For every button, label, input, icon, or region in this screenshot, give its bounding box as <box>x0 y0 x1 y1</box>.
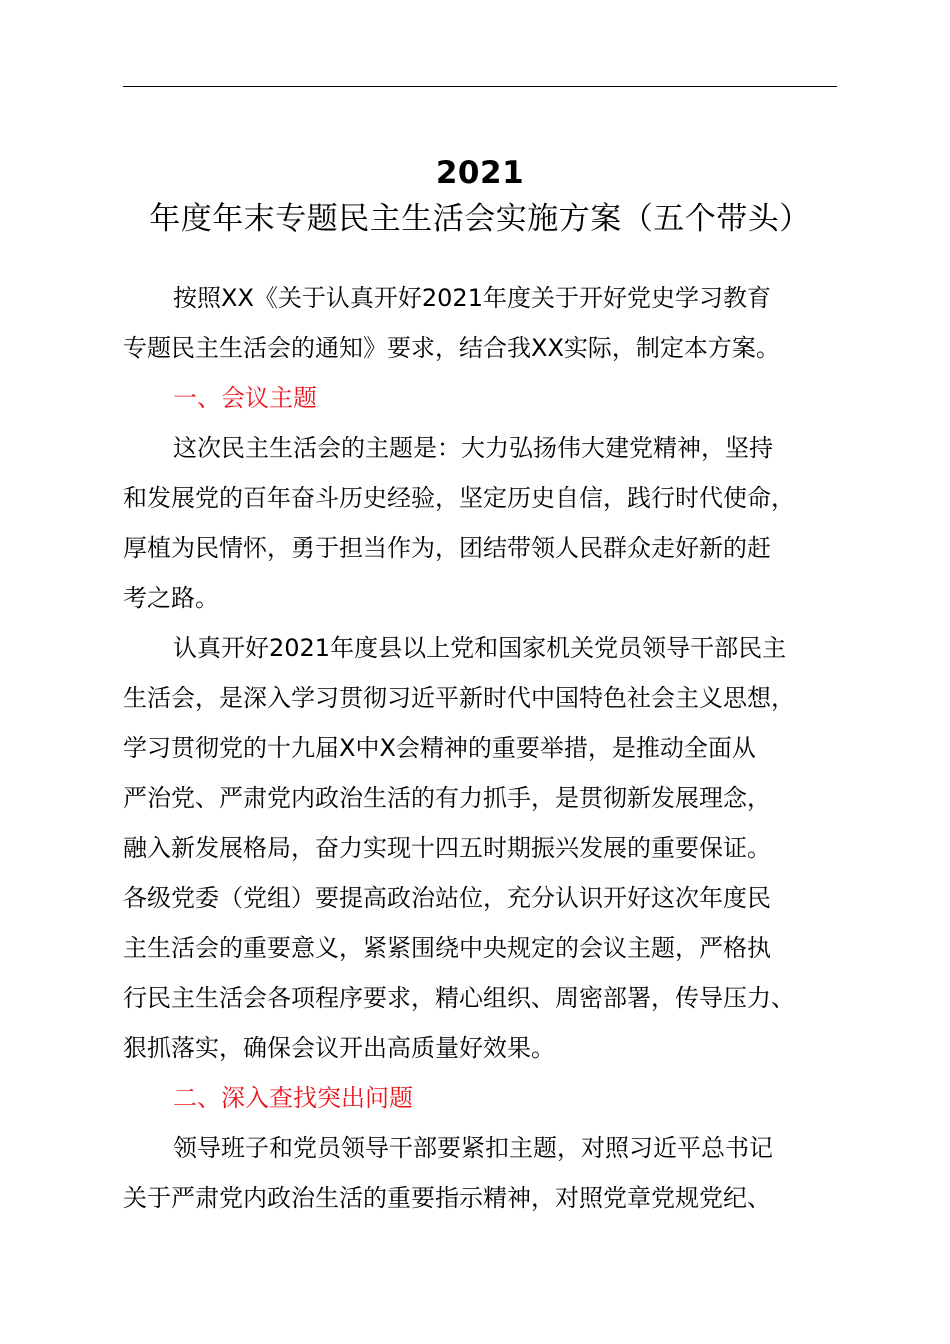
paragraph-line: 严治党、严肃党内政治生活的有力抓手，是贯彻新发展理念， <box>123 784 771 812</box>
paragraph-line: 学习贯彻党的十九届X中X会精神的重要举措，是推动全面从 <box>123 734 756 762</box>
paragraph-line: 这次民主生活会的主题是：大力弘扬伟大建党精神，坚持 <box>173 434 773 462</box>
paragraph-line: 主生活会的重要意义，紧紧围绕中央规定的会议主题，严格执 <box>123 934 771 962</box>
paragraph-line: 认真开好2021年度县以上党和国家机关党员领导干部民主 <box>173 634 787 662</box>
paragraph-line: 考之路。 <box>123 584 219 612</box>
paragraph-line: 狠抓落实，确保会议开出高质量好效果。 <box>123 1034 555 1062</box>
paragraph-line: 和发展党的百年奋斗历史经验，坚定历史自信，践行时代使命， <box>123 484 795 512</box>
paragraph-line: 行民主生活会各项程序要求，精心组织、周密部署，传导压力、 <box>123 984 795 1012</box>
paragraph-line: 融入新发展格局，奋力实现十四五时期振兴发展的重要保证。 <box>123 834 771 862</box>
paragraph-line: 专题民主生活会的通知》要求，结合我XX实际，制定本方案。 <box>123 334 780 362</box>
title-year: 2021 <box>435 155 525 191</box>
paragraph-line: 领导班子和党员领导干部要紧扣主题，对照习近平总书记 <box>173 1134 773 1162</box>
paragraph-line: 按照XX《关于认真开好2021年度关于开好党史学习教育 <box>173 284 771 312</box>
paragraph-line: 生活会，是深入学习贯彻习近平新时代中国特色社会主义思想， <box>123 684 795 712</box>
section-heading-1: 一、会议主题 <box>173 384 317 412</box>
header-rule <box>123 86 837 87</box>
paragraph-line: 厚植为民情怀，勇于担当作为，团结带领人民群众走好新的赶 <box>123 534 771 562</box>
document-title <box>110 150 850 242</box>
paragraph-line: 各级党委（党组）要提高政治站位，充分认识开好这次年度民 <box>123 884 771 912</box>
title-text: 年度年末专题民主生活会实施方案（五个带头） <box>149 201 811 237</box>
paragraph-line: 关于严肃党内政治生活的重要指示精神，对照党章党规党纪、 <box>123 1184 771 1212</box>
section-heading-2: 二、深入查找突出问题 <box>173 1084 413 1112</box>
